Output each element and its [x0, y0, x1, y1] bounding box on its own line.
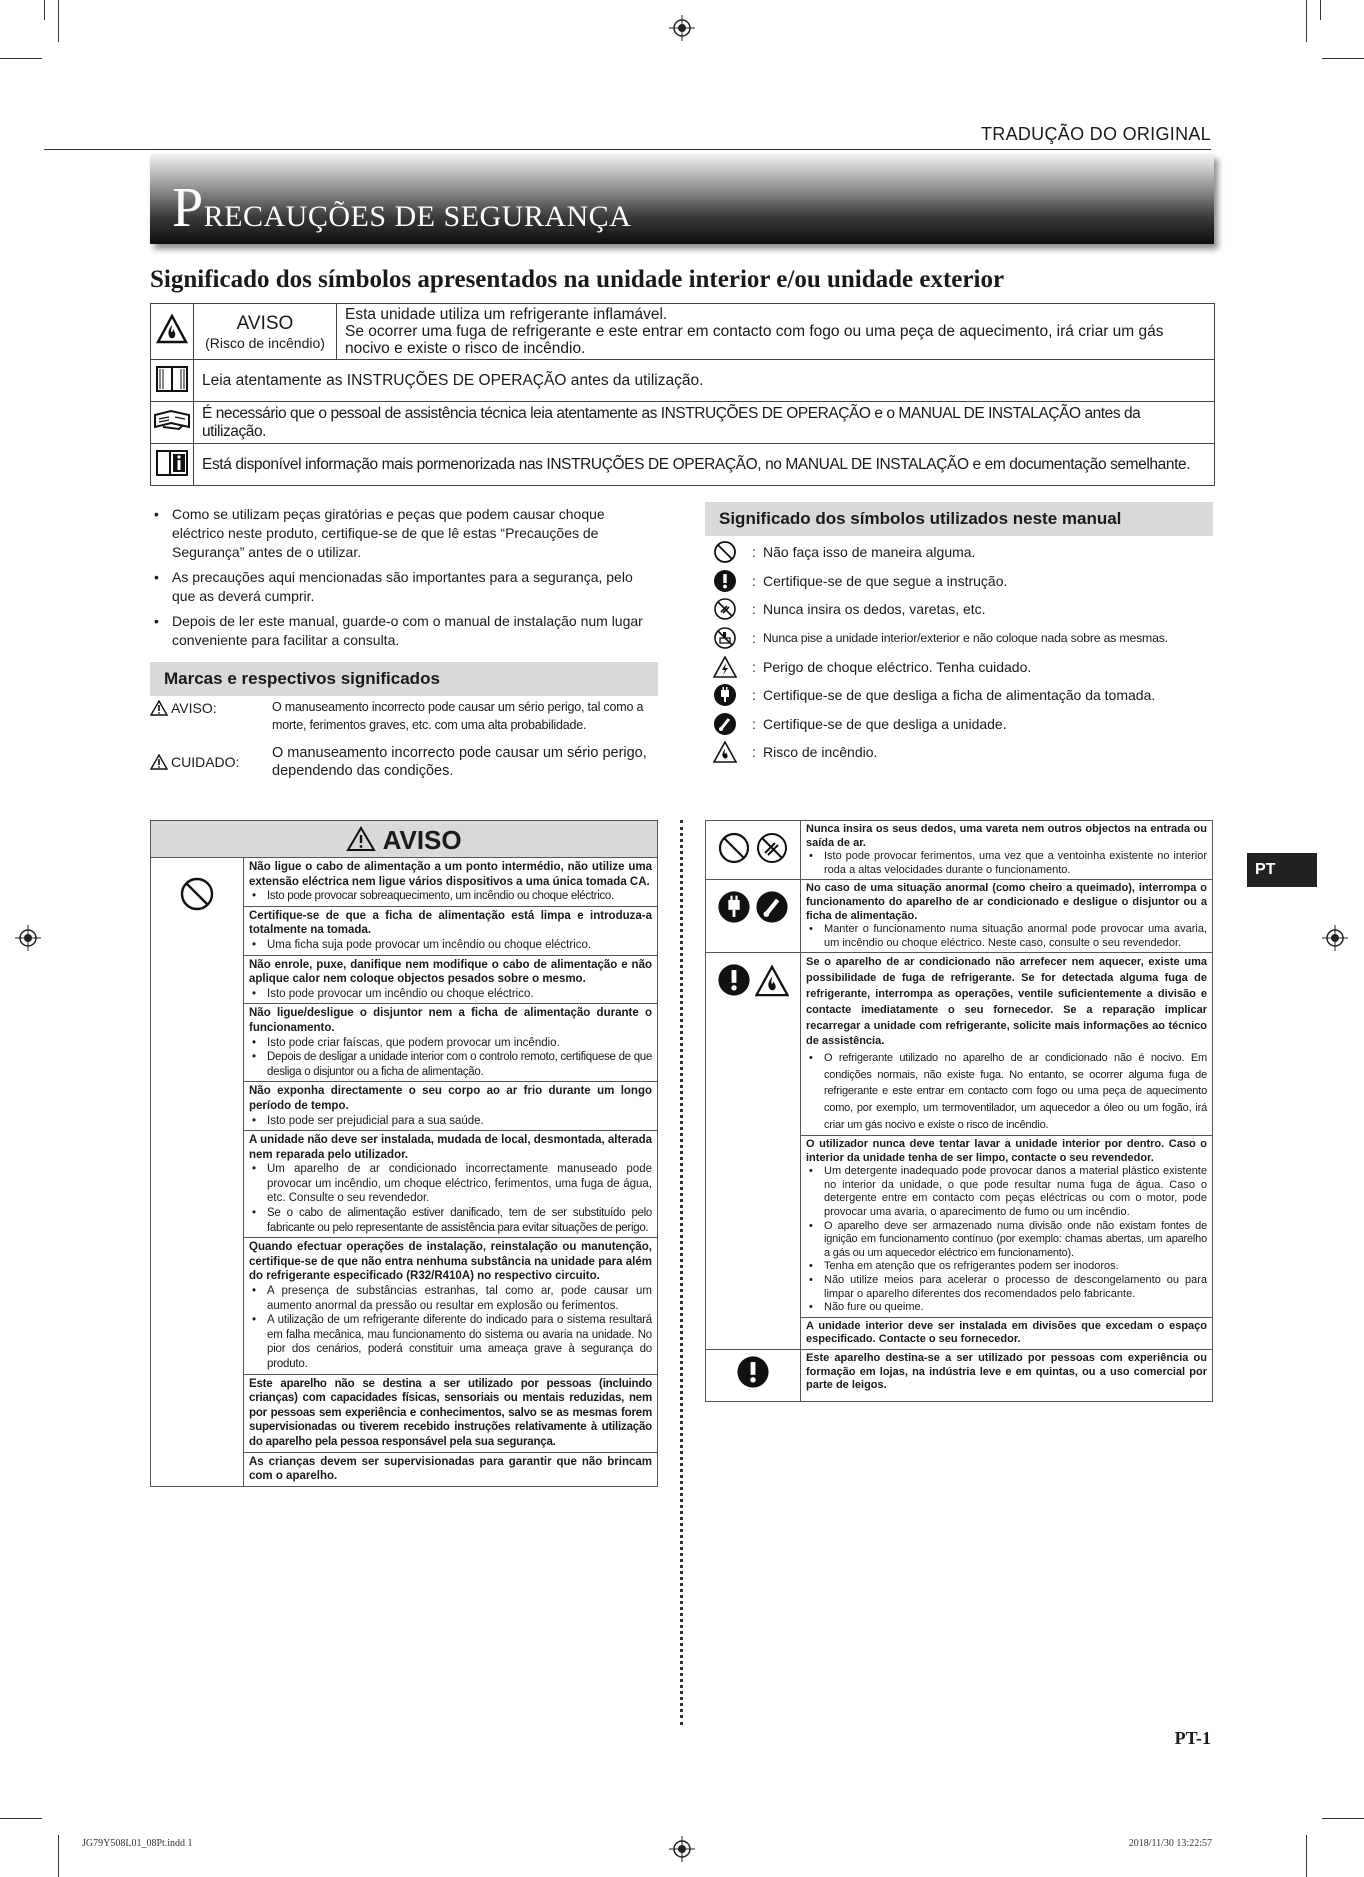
list-item: • A utilização de um refrigerante diferente do indicado para o sistema resultará em falha mecânica, mau funcionamento do sistema ou avaria na unidade. No pior dos cenários, poderá constituir uma ameaça grave à segurança do produto. [249, 1313, 652, 1371]
aviso-label-cell [194, 304, 337, 360]
symbol-text: É necessário que o pessoal de assistência técnica leia atentamente as INSTRUÇÕES DE OPERAÇÃO e o MANUAL DE INSTALAÇÃO antes da utilização. [194, 402, 1215, 444]
symbol-row [151, 402, 1215, 444]
aviso-table-right [705, 820, 1213, 1402]
fire-risk-icon [713, 741, 737, 763]
crop-mark [58, 0, 59, 42]
symbol-text: Leia atentamente as INSTRUÇÕES DE OPERAÇÃO antes da utilização. [194, 360, 1215, 402]
mandatory-icon [713, 569, 737, 593]
manual-symbols-list [705, 538, 1215, 767]
crop-mark [1320, 0, 1321, 20]
intro-bullet-list [150, 505, 650, 656]
electric-shock-icon [713, 656, 737, 678]
list-item: • Não fure ou queime. [806, 1301, 1207, 1315]
switch-off-icon [713, 712, 737, 736]
aviso-section: Este aparelho destina-se a ser utilizado por pessoas com experiência ou formação em lojas, na indústria leve e em quintas, ou a uso comercial por parte de leigos. [801, 1350, 1213, 1402]
list-item: • Isto pode provocar ferimentos, uma vez que a ventoinha existente no interior roda a altas velocidades durante o funcionamento. [806, 850, 1207, 877]
list-item: • Tenha em atenção que os refrigerantes podem ser inodoros. [806, 1260, 1207, 1274]
crop-mark [1306, 0, 1307, 42]
crop-mark [44, 0, 45, 20]
manual-symbol-item: : Certifique-se de que desliga a unidade. [705, 710, 1215, 739]
symbol-icon-cell [151, 360, 194, 402]
footer-file: JG79Y508L01_08Pt.indd 1 [82, 1838, 193, 1849]
aviso-section: O utilizador nunca deve tentar lavar a unidade interior por dentro. Caso o interior da unidade tenha de ser limpo, contacte o seu revendedor. • Um detergente inadequado pode provocar danos a material plástico existente no interior da unidade, o que pode resultar numa fuga de água. Caso o detergente entre em contacto com peças eléctricas ou com o motor, pode provocar uma avaria, o aparecimento de fumo ou um incêndio. • O aparelho deve ser armazenado numa divisão onde não existam fontes de ignição em funcionamento contínuo (por exemplo: chamas abertas, um aparelho a gás ou um aquecedor eléctrico em funcionamento). • Tenha em atenção que os refrigerantes podem ser inodoros. • Não utilize meios para acelerar o processo de descongelamento ou para limpar o aparelho diferentes dos recomendados pelo fabricante. • Não fure ou queime. [801, 1136, 1213, 1318]
list-item: • Depois de ler este manual, guarde-o com o manual de instalação num lugar conveniente para facilitar a consulta. [150, 612, 650, 650]
list-item: • Isto pode criar faíscas, que podem provocar um incêndio. [249, 1036, 652, 1051]
mandatory-icon [736, 1355, 770, 1389]
mark-text: O manuseamento incorrecto pode causar um sério perigo, tal como a morte, ferimentos graves, etc. com uma alta probabilidade. [272, 700, 644, 732]
marks-section-title: Marcas e respectivos significados [150, 662, 658, 696]
mandatory-icon [717, 963, 751, 997]
mark-item [150, 744, 658, 780]
manual-symbol-item: : Certifique-se de que segue a instrução. [705, 567, 1215, 596]
manual-symbols-title: Significado dos símbolos utilizados neste manual [705, 502, 1213, 536]
mark-label: AVISO: [171, 700, 217, 716]
aviso-section: As crianças devem ser supervisionadas para garantir que não brincam com o aparelho. [244, 1452, 658, 1486]
no-fingers-icon [713, 597, 737, 621]
list-item: • Como se utilizam peças giratórias e peças que podem causar choque eléctrico neste produto, certifique-se de que lê estas “Precauções de Segurança” antes de o utilizar. [150, 505, 650, 562]
aviso-section: A unidade não deve ser instalada, mudada de local, desmontada, alterada nem reparada pelo utilizador. • Um aparelho de ar condicionado incorrectamente manuseado pode provocar um incêndio, um choque eléctrico, ferimentos, uma fuga de água, etc. Consulte o seu revendedor. • Se o cabo de alimentação estiver danificado, tem de ser substituído pelo fabricante ou pelo representante de assistência para evitar situações de perigo. [244, 1131, 658, 1238]
manual-symbol-item: : Nunca insira os dedos, varetas, etc. [705, 595, 1215, 624]
no-fingers-icon [755, 831, 789, 865]
unplug-icon [713, 683, 737, 707]
symbol-row [151, 444, 1215, 486]
list-item: • Depois de desligar a unidade interior com o controlo remoto, certifiquese de que desliga o disjuntor ou a ficha de alimentação. [249, 1050, 652, 1079]
header-rule [44, 149, 1211, 150]
unplug-icon [717, 890, 751, 924]
crop-mark [1322, 58, 1364, 59]
warning-triangle-icon [150, 754, 168, 770]
registration-mark-icon [669, 1836, 695, 1862]
aviso-section: Se o aparelho de ar condicionado não arrefecer nem aquecer, existe uma possibilidade de fuga de refrigerante. Se for detectada alguma fuga de refrigerante, interrompa as operações, ventile suficientemente a divisão e contacte imediatamente o seu fornecedor. Se a reparação implicar recarregar a unidade com refrigerante, solicite mais informações ao técnico de assistência. • O refrigerante utilizado no aparelho de ar condicionado não é nocivo. Em condições normais, não existe fuga. No entanto, se ocorrer alguma fuga de refrigerante e este entrar em contacto com fogo ou uma peça de aquecimento como, por exemplo, um termoventilador, um aquecedor a óleo ou um fogão, irá criar um gás nocivo e existe o risco de incêndio. [801, 953, 1213, 1136]
list-item: • Se o cabo de alimentação estiver danificado, tem de ser substituído pelo fabricante ou pelo representante de assistência para evitar situações de perigo. [249, 1206, 652, 1235]
aviso-section: Não ligue o cabo de alimentação a um ponto intermédio, não utilize uma extensão eléctrica nem ligue vários dispositivos a uma única tomada CA. • Isto pode provocar sobreaquecimento, um incêndio ou choque eléctrico. [244, 858, 658, 907]
list-item: • Um aparelho de ar condicionado incorrectamente manuseado pode provocar um incêndio, um choque eléctrico, ferimentos, uma fuga de água, etc. Consulte o seu revendedor. [249, 1162, 652, 1206]
column-divider [680, 820, 683, 1725]
manual-symbol-item: : Certifique-se de que desliga a ficha de alimentação da tomada. [705, 681, 1215, 710]
aviso-icon-cell [706, 821, 801, 880]
warning-triangle-icon [150, 700, 168, 716]
symbols-table [150, 303, 1215, 486]
aviso-description: Esta unidade utiliza um refrigerante inflamável. Se ocorrer uma fuga de refrigerante e este entrar em contacto com fogo ou uma peça de aquecimento, irá criar um gás nocivo e existe o risco de incêndio. [337, 304, 1215, 360]
crop-mark [0, 58, 42, 59]
crop-mark [58, 1835, 59, 1877]
aviso-section: Não enrole, puxe, danifique nem modifique o cabo de alimentação e não aplique calor nem coloque objectos pesados sobre o mesmo. • Isto pode provocar um incêndio ou choque eléctrico. [244, 955, 658, 1004]
page-title: PRECAUÇÕES DE SEGURANÇA [172, 177, 632, 239]
aviso-icon-cell [151, 858, 244, 1487]
list-item: • Isto pode ser prejudicial para a sua saúde. [249, 1114, 652, 1129]
symbols-section-title: Significado dos símbolos apresentados na unidade interior e/ou unidade exterior [150, 266, 1005, 293]
registration-mark-icon [15, 925, 41, 951]
aviso-section: Quando efectuar operações de instalação, reinstalação ou manutenção, certifique-se de que não entra nenhuma substância na unidade para além do refrigerante especificado (R32/R410A) no respectivo circuito. • A presença de substâncias estranhas, tal como ar, pode causar um aumento anormal da pressão ou resultar em explosão ou ferimentos. • A utilização de um refrigerante diferente do indicado para o sistema resultará em falha mecânica, mau funcionamento do sistema ou avaria na unidade. No pior dos cenários, poderá constituir uma ameaça grave à segurança do produto. [244, 1238, 658, 1374]
symbol-icon-cell [151, 304, 194, 360]
aviso-header [151, 821, 658, 858]
manual-symbol-item: : Risco de incêndio. [705, 738, 1215, 767]
symbol-row [151, 360, 1215, 402]
aviso-section: Nunca insira os seus dedos, uma vareta nem outros objectos na entrada ou saída de ar. • Isto pode provocar ferimentos, uma vez que a ventoinha existente no interior roda a altas velocidades durante o funcionamento. [801, 821, 1213, 880]
mark-text: O manuseamento incorrecto pode causar um sério perigo, dependendo das condições. [272, 745, 647, 779]
aviso-table-left [150, 820, 658, 1487]
crop-mark [0, 1818, 42, 1819]
translation-label: TRADUÇÃO DO ORIGINAL [980, 124, 1211, 144]
marks-list [150, 698, 658, 790]
manual-symbol-item: : Nunca pise a unidade interior/exterior e não coloque nada sobre as mesmas. [705, 624, 1215, 653]
crop-mark [1306, 1835, 1307, 1877]
aviso-section: Não ligue/desligue o disjuntor nem a ficha de alimentação durante o funcionamento. • Isto pode criar faíscas, que podem provocar um incêndio. • Depois de desligar a unidade interior com o controlo remoto, certifiquese de que desliga o disjuntor ou a ficha de alimentação. [244, 1004, 658, 1082]
switch-off-icon [755, 890, 789, 924]
manual-symbol-item: : Não faça isso de maneira alguma. [705, 538, 1215, 567]
registration-mark-icon [1322, 925, 1348, 951]
list-item: • O refrigerante utilizado no aparelho de ar condicionado não é nocivo. Em condições normais, não existe fuga. No entanto, se ocorrer alguma fuga de refrigerante e este entrar em contacto com fogo ou uma peça de aquecimento como, por exemplo, um termoventilador, um aquecedor a óleo ou um fogão, irá criar um gás nocivo e existe o risco de incêndio. [806, 1050, 1207, 1133]
fire-risk-icon [755, 965, 789, 997]
aviso-sublabel: (Risco de incêndio) [205, 334, 325, 351]
list-item: • Um detergente inadequado pode provocar danos a material plástico existente no interior da unidade, o que pode resultar numa fuga de água. Caso o detergente entre em contacto com peças eléctricas ou com o motor, pode provocar uma avaria, o aparecimento de fumo ou um incêndio. [806, 1165, 1207, 1219]
prohibition-icon [179, 876, 215, 912]
list-item: • Manter o funcionamento numa situação anormal pode provocar uma avaria, um incêndio ou choque eléctrico. Neste caso, consulte o seu revendedor. [806, 923, 1207, 950]
manual-hand-icon [153, 407, 191, 433]
aviso-section: Certifique-se de que a ficha de alimentação está limpa e introduza-a totalmente na tomada. • Uma ficha suja pode provocar um incêndio ou choque eléctrico. [244, 906, 658, 955]
book-icon [155, 363, 189, 393]
symbol-row [151, 304, 1215, 360]
title-banner [150, 154, 1214, 244]
list-item: • Isto pode provocar um incêndio ou choque eléctrico. [249, 987, 652, 1002]
footer-timestamp: 2018/11/30 13:22:57 [1128, 1838, 1212, 1849]
prohibition-icon [713, 540, 737, 564]
registration-mark-icon [669, 15, 695, 41]
language-tab: PT [1247, 853, 1317, 887]
mark-label: CUIDADO: [171, 754, 240, 770]
crop-mark [1322, 1818, 1364, 1819]
symbol-text: Está disponível informação mais pormenorizada nas INSTRUÇÕES DE OPERAÇÃO, no MANUAL DE INSTALAÇÃO e em documentação semelhante. [194, 444, 1215, 486]
aviso-icon-cell [706, 1350, 801, 1402]
symbol-icon-cell [151, 444, 194, 486]
prohibition-icon [717, 831, 751, 865]
symbol-icon-cell [151, 402, 194, 444]
list-item: • Uma ficha suja pode provocar um incêndio ou choque eléctrico. [249, 938, 652, 953]
manual-symbol-item: : Perigo de choque eléctrico. Tenha cuidado. [705, 652, 1215, 681]
aviso-section: A unidade interior deve ser instalada em divisões que excedam o espaço especificado. Contacte o seu fornecedor. [801, 1317, 1213, 1349]
list-item: • A presença de substâncias estranhas, tal como ar, pode causar um aumento anormal da pressão ou resultar em explosão ou ferimentos. [249, 1284, 652, 1313]
no-step-icon [713, 626, 737, 650]
aviso-section: Não exponha directamente o seu corpo ao ar frio durante um longo período de tempo. • Isto pode ser prejudicial para a sua saúde. [244, 1082, 658, 1131]
warning-triangle-icon [346, 826, 376, 852]
list-item: • Isto pode provocar sobreaquecimento, um incêndio ou choque eléctrico. [249, 889, 652, 904]
list-item: • Não utilize meios para acelerar o processo de descongelamento ou para limpar o aparelho diferentes dos recomendados pelo fabricante. [806, 1274, 1207, 1301]
aviso-icon-cell [706, 880, 801, 953]
aviso-title: AVISO [382, 825, 462, 855]
list-item: • O aparelho deve ser armazenado numa divisão onde não existam fontes de ignição em funcionamento contínuo (por exemplo: chamas abertas, um aparelho a gás ou um aquecedor eléctrico em funcionamento). [806, 1220, 1207, 1261]
aviso-section: Este aparelho não se destina a ser utilizado por pessoas (incluindo crianças) com capacidades físicas, sensoriais ou mentais reduzidas, nem por pessoas sem experiência e conhecimentos, salvo se as mesmas forem supervisionadas ou tiverem recebido instruções relativamente à utilização do aparelho pela pessoa responsável pela sua segurança. [244, 1374, 658, 1452]
aviso-icon-cell [706, 953, 801, 1350]
aviso-section: No caso de uma situação anormal (como cheiro a queimado), interrompa o funcionamento do aparelho de ar condicionado e desligue o disjuntor ou a ficha de alimentação. • Manter o funcionamento numa situação anormal pode provocar uma avaria, um incêndio ou choque eléctrico. Neste caso, consulte o seu revendedor. [801, 880, 1213, 953]
page-number: PT-1 [1174, 1728, 1211, 1748]
fire-warning-icon [156, 314, 188, 344]
list-item: • As precauções aqui mencionadas são importantes para a segurança, pelo que as deverá cumprir. [150, 568, 650, 606]
aviso-label: AVISO [236, 312, 294, 334]
mark-item [150, 698, 658, 734]
info-book-icon [155, 447, 189, 477]
